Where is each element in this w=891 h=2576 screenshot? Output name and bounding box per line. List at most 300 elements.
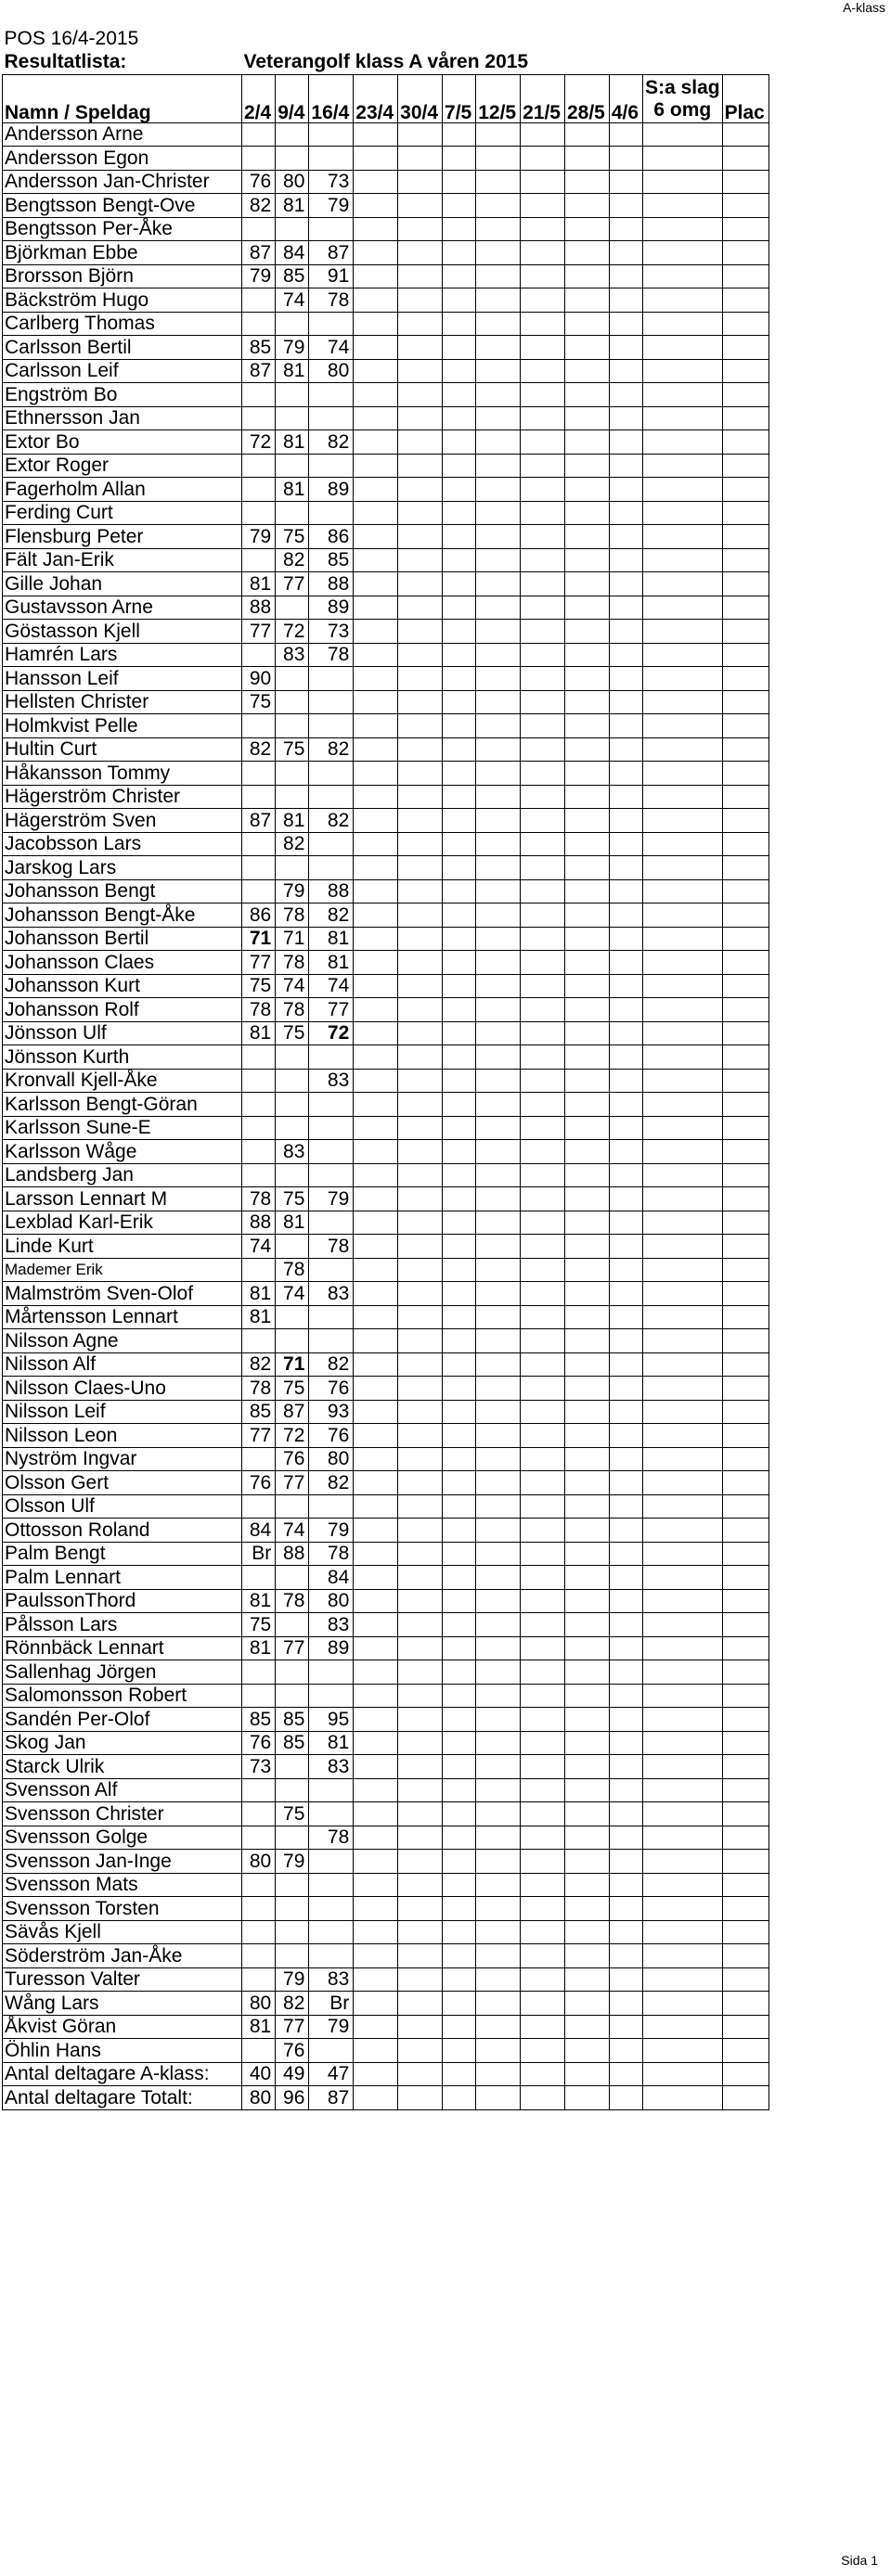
score-cell (564, 1589, 609, 1613)
table-row (3, 122, 769, 147)
score-cell (564, 217, 609, 241)
table-row (3, 1992, 769, 2016)
score-cell (609, 1352, 642, 1377)
score-cell (443, 1329, 476, 1353)
score-cell (476, 1069, 521, 1093)
score-cell (398, 170, 443, 194)
place-header: Plac (722, 74, 768, 122)
score-cell (242, 406, 276, 430)
place-cell (722, 1684, 768, 1708)
score-cell (476, 1282, 521, 1306)
score-cell (609, 1802, 642, 1826)
player-name: Fält Jan-Erik (3, 548, 242, 572)
player-name: PaulssonThord (3, 1589, 242, 1613)
player-name: Andersson Egon (3, 147, 242, 171)
score-cell (521, 1566, 565, 1590)
score-cell (609, 1211, 642, 1235)
player-name: Brorsson Björn (3, 264, 242, 288)
score-cell (476, 1471, 521, 1495)
score-cell (276, 122, 309, 147)
score-cell (609, 1305, 642, 1329)
score-cell (521, 217, 565, 241)
score-cell (242, 1140, 276, 1164)
score-cell (398, 312, 443, 336)
score-cell (354, 1282, 398, 1306)
score-cell (276, 1826, 309, 1850)
score-cell (398, 1967, 443, 1992)
score-cell (242, 856, 276, 880)
score-cell (443, 2039, 476, 2063)
score-cell (476, 974, 521, 998)
sum-cell (643, 951, 723, 975)
score-cell: 96 (276, 2086, 309, 2110)
score-cell (521, 2015, 565, 2039)
score-cell (242, 548, 276, 572)
place-cell (722, 336, 768, 360)
place-cell (722, 194, 768, 218)
sum-cell (643, 1992, 723, 2016)
score-cell (609, 1235, 642, 1259)
table-row (3, 1140, 769, 1164)
table-row (3, 1163, 769, 1187)
score-cell (521, 1305, 565, 1329)
score-cell (443, 147, 476, 171)
table-row (3, 1305, 769, 1329)
table-row (3, 690, 769, 714)
score-cell (309, 2039, 354, 2063)
sum-cell (643, 737, 723, 762)
score-cell (564, 525, 609, 549)
score-cell (609, 383, 642, 407)
score-cell: 88 (242, 596, 276, 620)
table-row (3, 312, 769, 336)
score-cell (309, 1211, 354, 1235)
score-cell: 81 (309, 927, 354, 951)
score-cell (521, 264, 565, 288)
score-cell (276, 667, 309, 691)
score-cell (443, 620, 476, 644)
score-cell: 81 (309, 951, 354, 975)
score-cell (609, 714, 642, 738)
table-row (3, 1519, 769, 1543)
score-cell (354, 1377, 398, 1401)
sum-cell (643, 548, 723, 572)
score-cell: 82 (309, 904, 354, 928)
score-cell (476, 1873, 521, 1897)
player-name: Kronvall Kjell-Åke (3, 1069, 242, 1093)
table-row (3, 667, 769, 691)
score-cell (309, 1778, 354, 1802)
place-cell (722, 217, 768, 241)
score-cell (354, 1708, 398, 1732)
player-name: Antal deltagare Totalt: (3, 2086, 242, 2110)
score-cell (476, 1778, 521, 1802)
table-row (3, 572, 769, 596)
score-cell (443, 1873, 476, 1897)
score-cell (521, 454, 565, 478)
sum-cell (643, 2086, 723, 2110)
score-cell (476, 1258, 521, 1282)
score-cell (398, 1660, 443, 1685)
score-cell (521, 1140, 565, 1164)
place-cell (722, 714, 768, 738)
score-cell (564, 1826, 609, 1850)
score-cell: 72 (242, 430, 276, 455)
sum-cell (643, 832, 723, 856)
score-cell (443, 998, 476, 1022)
score-cell (564, 1377, 609, 1401)
score-cell: 87 (242, 809, 276, 833)
score-cell (354, 525, 398, 549)
score-cell: 75 (276, 525, 309, 549)
score-cell (276, 1116, 309, 1140)
table-row (3, 430, 769, 455)
score-cell (443, 1021, 476, 1045)
score-cell (564, 974, 609, 998)
score-cell (276, 690, 309, 714)
score-cell (354, 998, 398, 1022)
place-cell (722, 1045, 768, 1070)
table-row (3, 596, 769, 620)
score-cell: 72 (276, 1424, 309, 1448)
score-cell (564, 383, 609, 407)
table-row (3, 383, 769, 407)
score-cell (443, 1589, 476, 1613)
score-cell: 85 (276, 264, 309, 288)
player-name: Jönsson Kurth (3, 1045, 242, 1070)
score-cell (476, 1494, 521, 1519)
score-cell (564, 1992, 609, 2016)
score-cell (564, 1305, 609, 1329)
score-cell (443, 690, 476, 714)
score-cell (354, 312, 398, 336)
score-cell (242, 879, 276, 904)
place-cell (722, 1778, 768, 1802)
score-cell (609, 737, 642, 762)
player-name: Extor Bo (3, 430, 242, 455)
table-row (3, 1093, 769, 1117)
score-cell: 83 (309, 1613, 354, 1637)
score-cell (476, 1660, 521, 1685)
score-cell (354, 974, 398, 998)
score-cell (242, 832, 276, 856)
score-cell (476, 572, 521, 596)
score-cell (443, 548, 476, 572)
score-cell (443, 170, 476, 194)
score-cell (354, 1684, 398, 1708)
score-cell (564, 1163, 609, 1187)
score-cell: 81 (242, 1021, 276, 1045)
score-cell (609, 430, 642, 455)
score-cell (443, 1494, 476, 1519)
player-name: Bäckström Hugo (3, 288, 242, 313)
score-cell (242, 1967, 276, 1992)
score-cell (276, 1944, 309, 1968)
score-cell (521, 832, 565, 856)
score-cell (309, 406, 354, 430)
score-cell (443, 383, 476, 407)
score-cell: 85 (242, 336, 276, 360)
score-cell (354, 241, 398, 265)
score-cell (521, 1589, 565, 1613)
score-cell (521, 596, 565, 620)
score-cell (354, 572, 398, 596)
player-name: Karlsson Wåge (3, 1140, 242, 1164)
score-cell (521, 1187, 565, 1211)
score-cell (443, 1211, 476, 1235)
score-cell (521, 856, 565, 880)
score-cell (398, 525, 443, 549)
header-row (3, 74, 769, 122)
score-cell (476, 406, 521, 430)
score-cell (564, 1920, 609, 1944)
score-cell (398, 927, 443, 951)
score-cell (354, 1873, 398, 1897)
place-cell (722, 1636, 768, 1660)
score-cell (476, 336, 521, 360)
score-cell (443, 406, 476, 430)
score-cell (398, 1400, 443, 1424)
player-name: Mårtensson Lennart (3, 1305, 242, 1329)
table-row (3, 1944, 769, 1968)
score-cell: 80 (276, 170, 309, 194)
player-name: Hägerström Sven (3, 809, 242, 833)
score-cell (443, 2015, 476, 2039)
score-cell (521, 809, 565, 833)
score-cell (443, 785, 476, 809)
score-cell (521, 1992, 565, 2016)
score-cell: 84 (276, 241, 309, 265)
score-cell (398, 359, 443, 383)
score-cell (354, 667, 398, 691)
score-cell: Br (242, 1542, 276, 1566)
score-cell (354, 454, 398, 478)
score-cell (521, 1636, 565, 1660)
score-cell (354, 1731, 398, 1755)
place-cell (722, 596, 768, 620)
score-cell (354, 359, 398, 383)
score-cell (354, 383, 398, 407)
table-row (3, 904, 769, 928)
player-name: Öhlin Hans (3, 2039, 242, 2063)
score-cell (443, 1163, 476, 1187)
score-cell (609, 2015, 642, 2039)
score-cell: 82 (309, 809, 354, 833)
place-cell (722, 501, 768, 525)
score-cell (398, 122, 443, 147)
score-cell: 79 (309, 2015, 354, 2039)
score-cell (521, 1471, 565, 1495)
sum-cell (643, 927, 723, 951)
score-cell: 79 (309, 1519, 354, 1543)
score-cell (443, 1424, 476, 1448)
score-cell (564, 2039, 609, 2063)
score-cell (521, 1329, 565, 1353)
sum-cell (643, 1944, 723, 1968)
place-cell (722, 1802, 768, 1826)
score-cell (443, 572, 476, 596)
score-cell (609, 501, 642, 525)
table-row (3, 1447, 769, 1471)
score-cell (354, 879, 398, 904)
date-header: 23/4 (354, 74, 398, 122)
score-cell (443, 501, 476, 525)
score-cell (521, 927, 565, 951)
score-cell: 81 (276, 359, 309, 383)
sum-cell (643, 454, 723, 478)
player-name: Mademer Erik (3, 1258, 242, 1282)
table-row (3, 1967, 769, 1992)
score-cell (476, 1967, 521, 1992)
sum-cell (643, 170, 723, 194)
score-cell (354, 643, 398, 667)
score-cell (609, 1069, 642, 1093)
score-cell (443, 1731, 476, 1755)
score-cell (354, 1850, 398, 1874)
player-name: Rönnbäck Lennart (3, 1636, 242, 1660)
place-cell (722, 548, 768, 572)
table-row (3, 927, 769, 951)
score-cell (564, 1258, 609, 1282)
sum-cell (643, 312, 723, 336)
score-cell (609, 690, 642, 714)
place-cell (722, 241, 768, 265)
sum-cell (643, 1566, 723, 1590)
score-cell (398, 1636, 443, 1660)
score-cell (276, 1045, 309, 1070)
score-cell (398, 596, 443, 620)
table-row (3, 1494, 769, 1519)
score-cell: 93 (309, 1400, 354, 1424)
place-cell (722, 383, 768, 407)
score-cell (354, 1258, 398, 1282)
place-cell (722, 406, 768, 430)
place-cell (722, 2039, 768, 2063)
score-cell: 84 (309, 1566, 354, 1590)
player-name: Olsson Gert (3, 1471, 242, 1495)
player-name: Linde Kurt (3, 1235, 242, 1259)
score-cell: 77 (276, 1471, 309, 1495)
score-cell (354, 1589, 398, 1613)
score-cell (242, 1045, 276, 1070)
score-cell: 79 (276, 879, 309, 904)
score-cell: 83 (276, 1140, 309, 1164)
score-cell (476, 1400, 521, 1424)
score-cell: 78 (309, 643, 354, 667)
table-row (3, 1684, 769, 1708)
score-cell (354, 548, 398, 572)
score-cell (476, 1897, 521, 1921)
score-cell (521, 170, 565, 194)
score-cell (398, 1258, 443, 1282)
score-cell (398, 1992, 443, 2016)
player-name: Antal deltagare A-klass: (3, 2062, 242, 2086)
score-cell (476, 454, 521, 478)
score-cell: 71 (276, 1352, 309, 1377)
score-cell (309, 122, 354, 147)
score-cell (443, 1613, 476, 1637)
date-header: 28/5 (564, 74, 609, 122)
place-cell (722, 1519, 768, 1543)
score-cell (564, 1282, 609, 1306)
sum-cell (643, 264, 723, 288)
table-row (3, 1897, 769, 1921)
score-cell: 82 (276, 832, 309, 856)
sum-cell (643, 974, 723, 998)
score-cell: 81 (242, 572, 276, 596)
page-number: Sida 1 (841, 2553, 878, 2568)
score-cell (521, 1424, 565, 1448)
score-cell (443, 312, 476, 336)
score-cell (398, 1329, 443, 1353)
place-cell (722, 1140, 768, 1164)
score-cell (609, 1613, 642, 1637)
table-row (3, 1329, 769, 1353)
score-cell (609, 1093, 642, 1117)
score-cell: 71 (276, 927, 309, 951)
sum-cell (643, 1826, 723, 1850)
score-cell (609, 1377, 642, 1401)
score-cell (476, 785, 521, 809)
score-cell (276, 1755, 309, 1779)
score-cell: 79 (276, 336, 309, 360)
score-cell: 87 (242, 359, 276, 383)
sum-cell (643, 1116, 723, 1140)
score-cell (242, 1093, 276, 1117)
sum-cell (643, 383, 723, 407)
score-cell (398, 1211, 443, 1235)
score-cell: 85 (276, 1708, 309, 1732)
sum-cell (643, 809, 723, 833)
score-cell (242, 1826, 276, 1850)
place-cell (722, 643, 768, 667)
player-name: Johansson Bertil (3, 927, 242, 951)
player-name: Johansson Bengt (3, 879, 242, 904)
place-cell (722, 1850, 768, 1874)
table-row (3, 241, 769, 265)
place-cell (722, 1447, 768, 1471)
player-name: Turesson Valter (3, 1967, 242, 1992)
score-cell (609, 1163, 642, 1187)
score-cell (521, 1920, 565, 1944)
score-cell (443, 1708, 476, 1732)
score-cell (398, 430, 443, 455)
place-cell (722, 1305, 768, 1329)
score-cell: 78 (276, 951, 309, 975)
score-cell (476, 1802, 521, 1826)
score-cell (242, 1329, 276, 1353)
score-cell (609, 643, 642, 667)
results-table (2, 26, 769, 2110)
score-cell (443, 1802, 476, 1826)
player-name: Jarskog Lars (3, 856, 242, 880)
place-cell (722, 620, 768, 644)
score-cell: 81 (276, 478, 309, 502)
sum-cell (643, 1613, 723, 1637)
player-name: Karlsson Bengt-Göran (3, 1093, 242, 1117)
score-cell (398, 1826, 443, 1850)
score-cell (443, 1566, 476, 1590)
sum-header (643, 74, 723, 122)
score-cell (443, 832, 476, 856)
score-cell (398, 406, 443, 430)
score-cell: 81 (242, 1305, 276, 1329)
date-header: 16/4 (309, 74, 354, 122)
score-cell (398, 762, 443, 786)
score-cell: 81 (242, 1589, 276, 1613)
score-cell (242, 1684, 276, 1708)
score-cell: 84 (242, 1519, 276, 1543)
